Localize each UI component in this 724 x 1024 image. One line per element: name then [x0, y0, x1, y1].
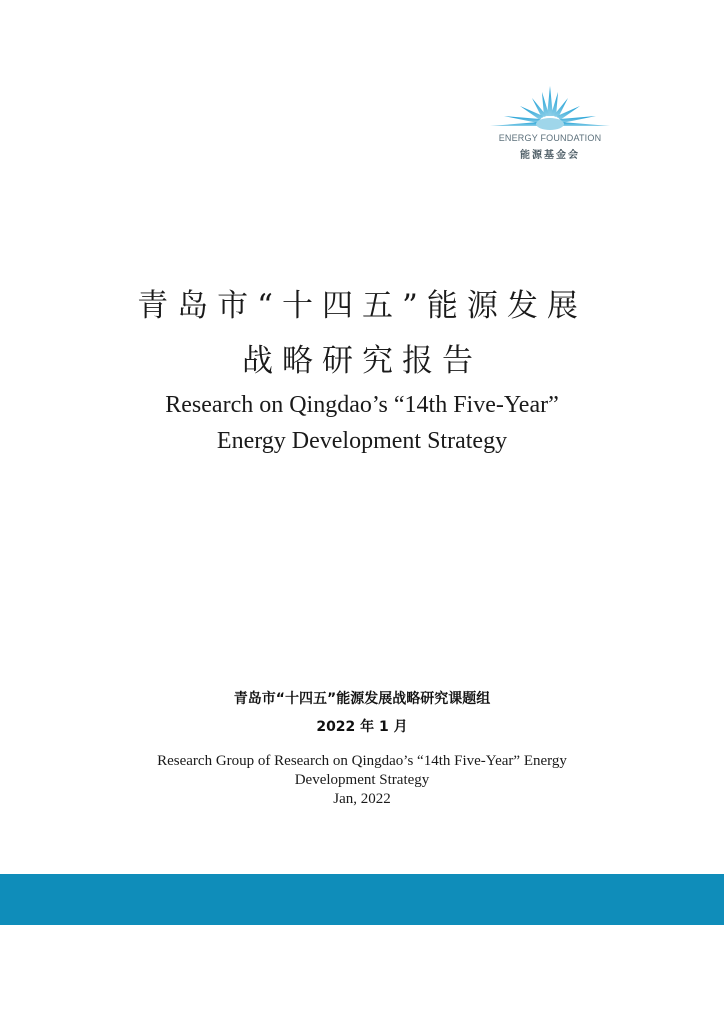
- research-group-en-line1: Research Group of Research on Qingdao’s “14th Five-Year” Energy: [157, 753, 567, 769]
- logo-name-en: ENERGY FOUNDATION: [498, 133, 602, 143]
- starburst-icon: [488, 86, 612, 134]
- energy-foundation-logo: [488, 86, 612, 162]
- title-zh-line2: 战略研究报告: [242, 343, 482, 379]
- date-en: Jan, 2022: [333, 791, 391, 807]
- date-zh: 2022 年 1 月: [316, 719, 408, 735]
- title-zh-line1: 青岛市“十四五”能源发展: [137, 288, 587, 324]
- footer-color-band: [0, 874, 724, 925]
- title-en-line2: Energy Development Strategy: [216, 428, 508, 454]
- title-en-line1: Research on Qingdao’s “14th Five-Year”: [165, 392, 559, 418]
- research-group-en-line2: Development Strategy: [294, 772, 430, 788]
- research-group-zh: 青岛市“十四五”能源发展战略研究课题组: [233, 691, 491, 707]
- logo-name-zh: 能源基金会: [520, 150, 580, 161]
